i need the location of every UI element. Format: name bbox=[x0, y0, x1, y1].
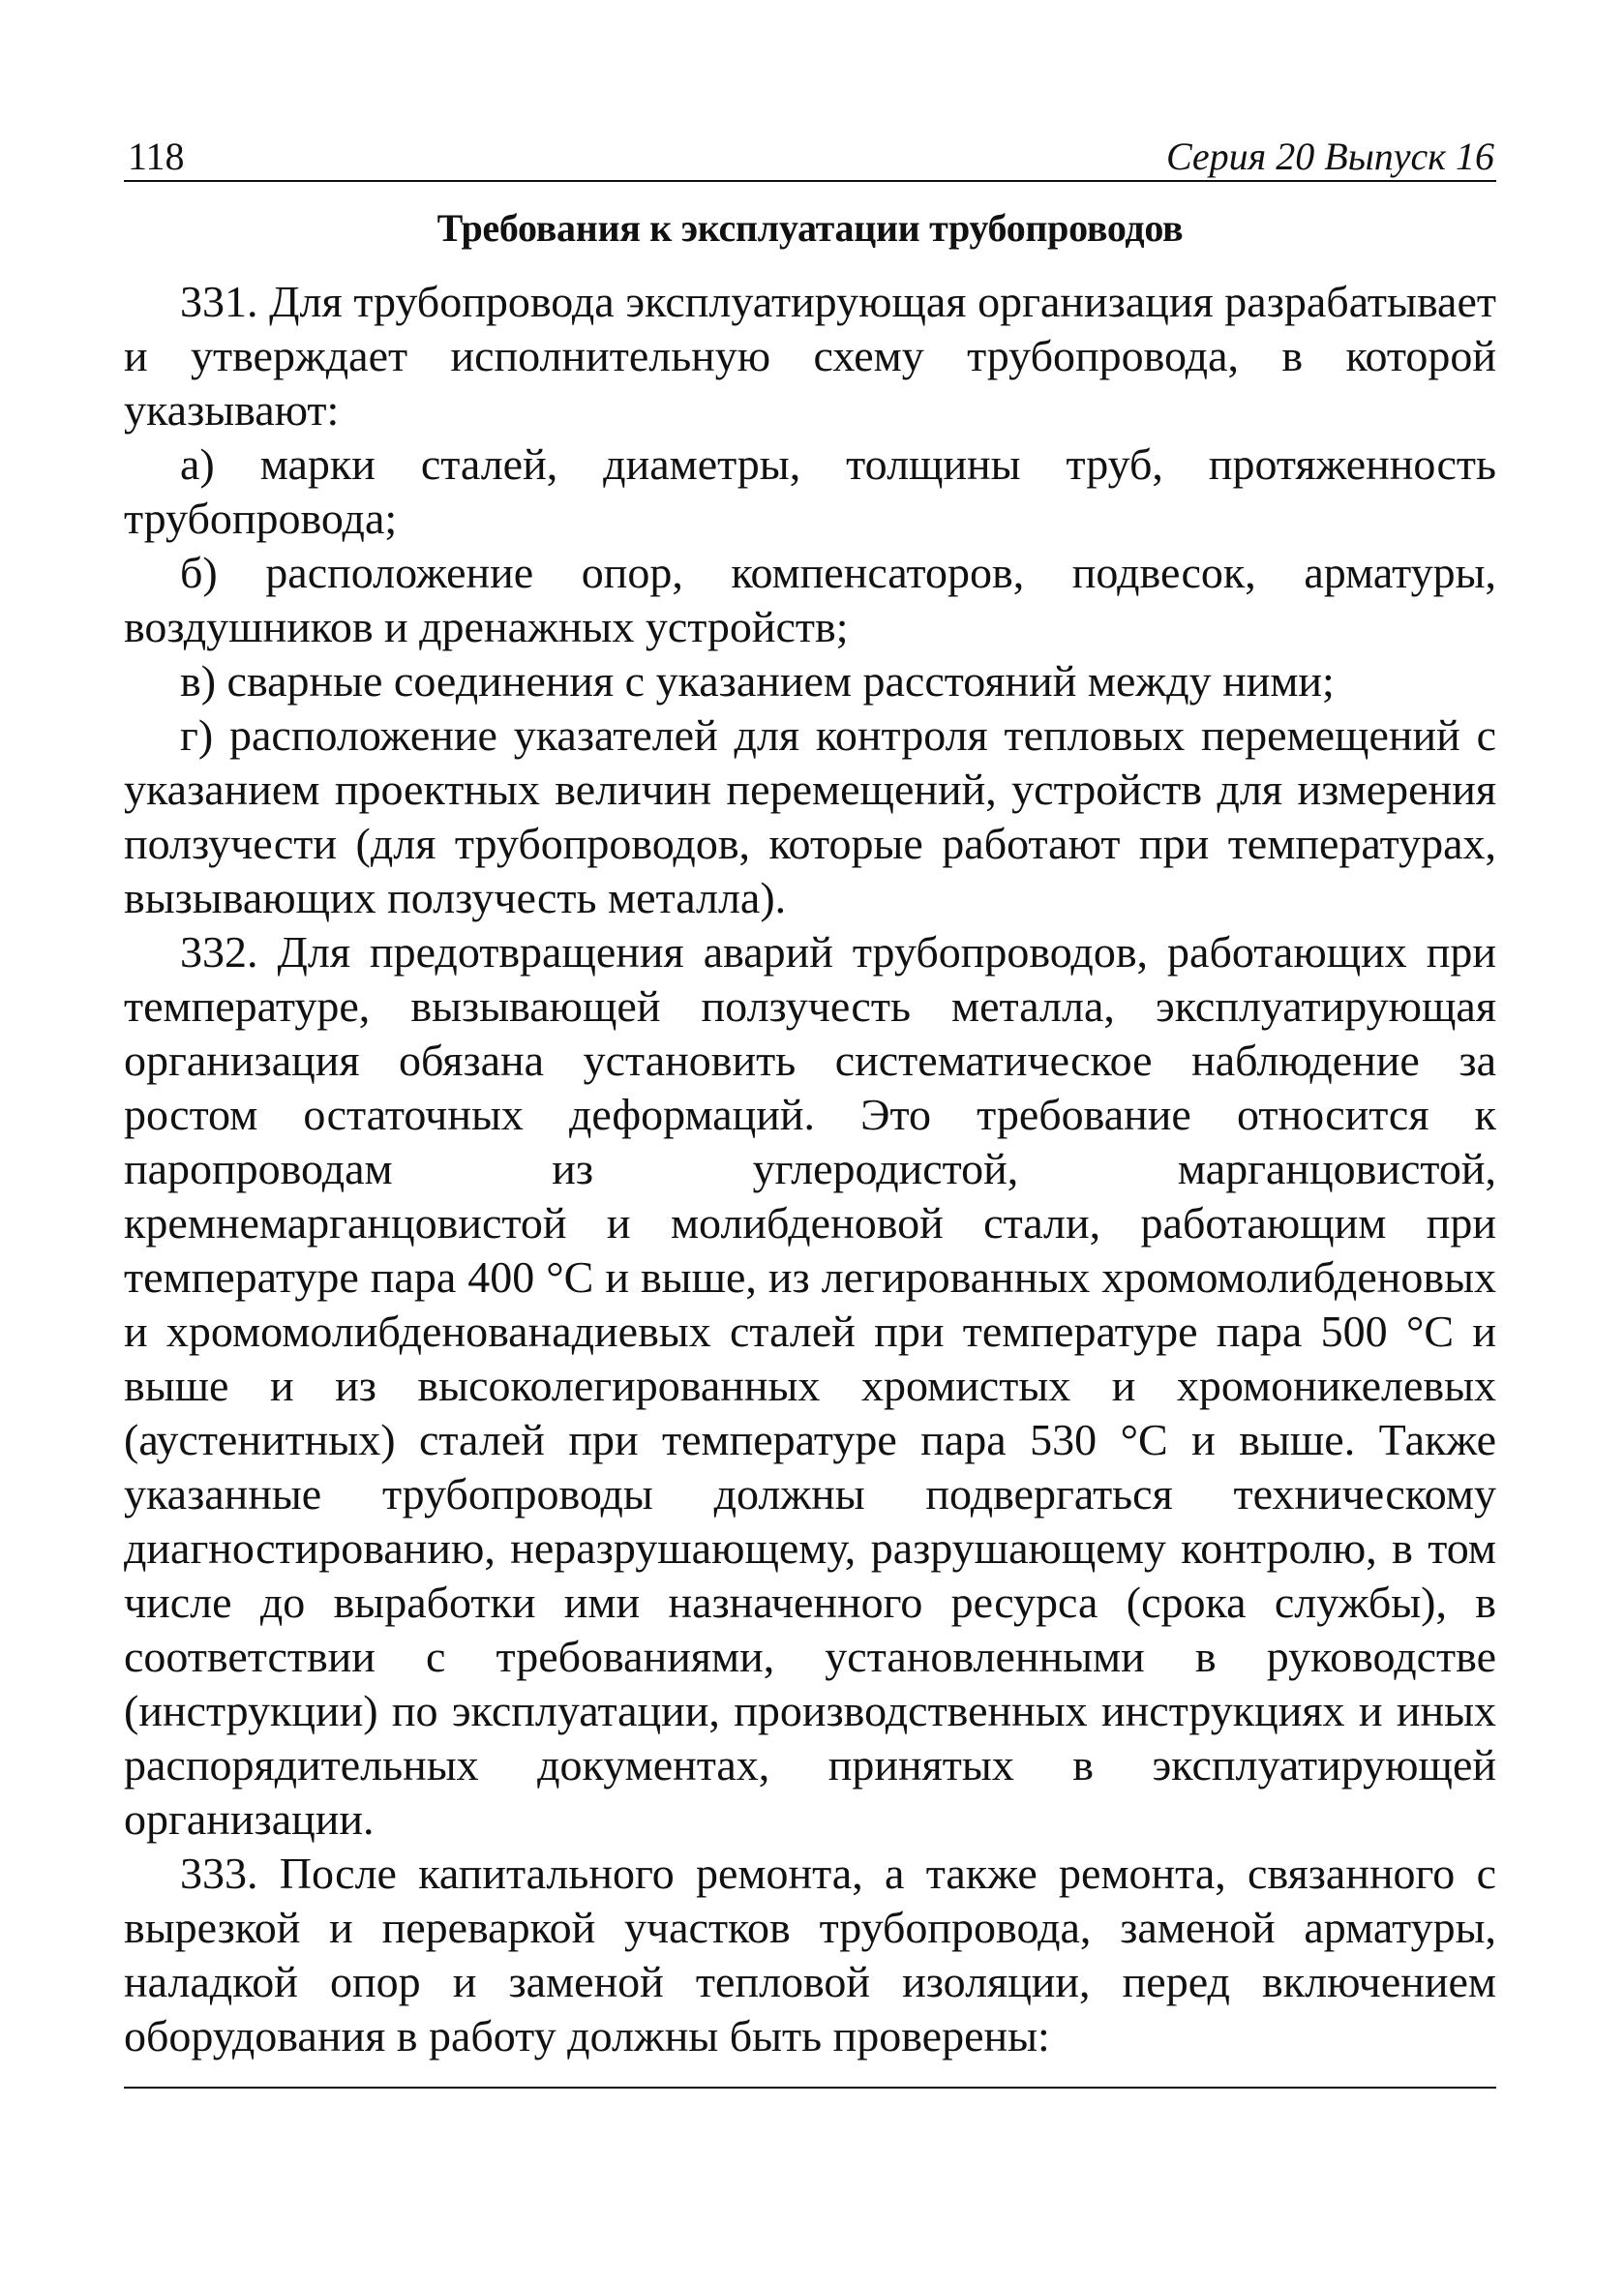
paragraph-332: 332. Для предотвращения аварий трубопроводов, работающих при температуре, вызывающей ползучесть металла, эксплуатирующая организация обязана установить систематическое наблюдение за ростом остаточных деформаций. Это требование относится к паропроводам из углеродистой, марганцовистой, кремнемарганцовистой и молибденовой стали, работающим при температуре пара 400 °С и выше, из легированных хромомолибденовых и хромомолибденованадиевых сталей при температуре пара 500 °С и выше и из высоколегированных хромистых и хромоникелевых (аустенитных) сталей при температуре пара 530 °С и выше. Также указанные трубопроводы должны подвергаться техническому диагностированию, неразрушающему, разрушающему контролю, в том числе до выработки ими назначенного ресурса (срока службы), в соответствии с требованиями, установленными в руководстве (инструкции) по эксплуатации, производственных инструкциях и иных распорядительных документах, принятых в эксплуатирующей организации. bbox=[124, 927, 1496, 1844]
list-item-g: г) расположение указателей для контроля тепловых перемещений с указанием проектных величин перемещений, устройств для измерения ползучести (для трубопроводов, которые работают при температурах, вызывающих ползучесть металла). bbox=[124, 710, 1496, 922]
list-item-a: а) марки сталей, диаметры, толщины труб, протяженность трубопровода; bbox=[124, 439, 1496, 543]
page-number: 118 bbox=[128, 135, 185, 178]
bottom-rule bbox=[124, 2087, 1496, 2089]
paragraph-331: 331. Для трубопровода эксплуатирующая организация разрабатывает и утверждает исполнительную схему трубопровода, в которой указывают: bbox=[124, 277, 1496, 435]
paragraph-333: 333. После капитального ремонта, а также ремонта, связанного с вырезкой и переваркой участков трубопровода, заменой арматуры, наладкой опор и заменой тепловой изоляции, перед включением оборудования в работу должны быть проверены: bbox=[124, 1849, 1496, 2060]
section-title: Требования к эксплуатации трубопроводов bbox=[436, 206, 1184, 250]
body-text bbox=[124, 275, 1496, 2063]
list-item-v: в) сварные соединения с указанием расстояний между ними; bbox=[180, 656, 1335, 706]
running-header bbox=[124, 124, 1496, 182]
series-label: Серия 20 Выпуск 16 bbox=[1165, 135, 1494, 178]
list-item-b: б) расположение опор, компенсаторов, подвесок, арматуры, воздушников и дренажных устройств; bbox=[124, 548, 1496, 651]
document-page bbox=[124, 124, 1496, 2089]
